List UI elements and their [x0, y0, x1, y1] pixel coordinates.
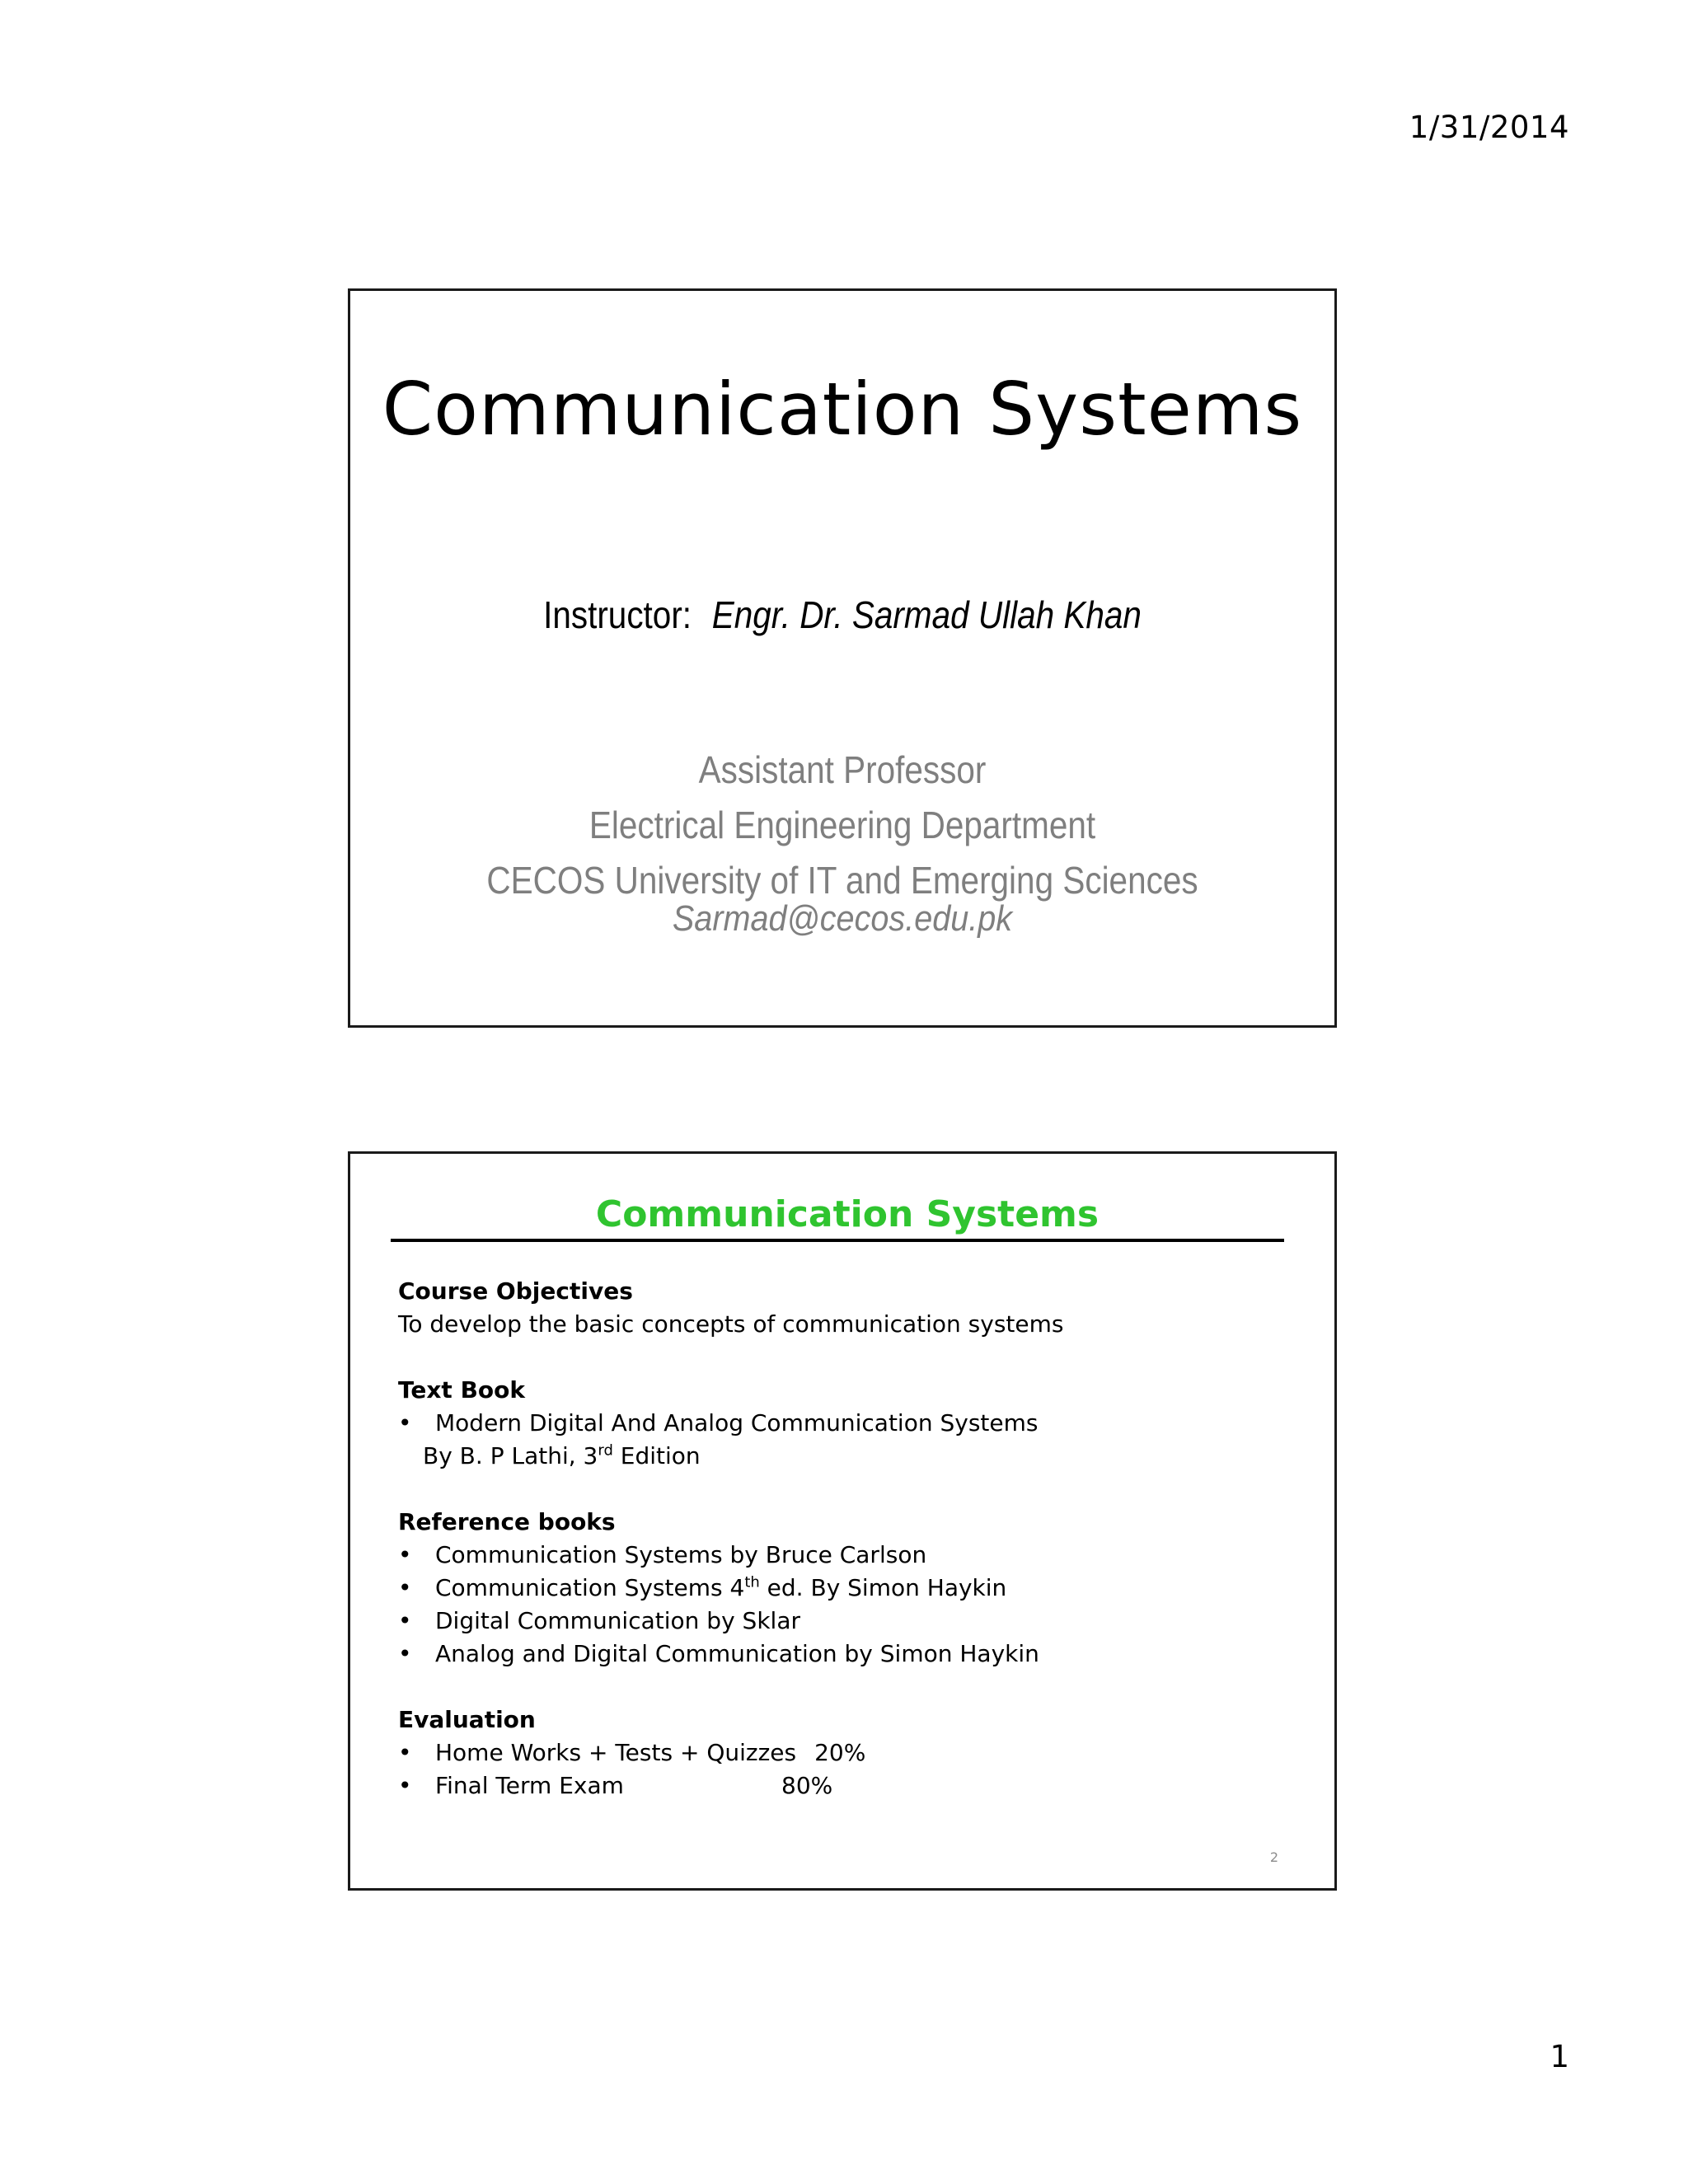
affiliation-university: CECOS University of IT and Emerging Sciences [486, 859, 1198, 902]
reference-item: • Analog and Digital Communication by Simon Haykin [398, 1638, 1063, 1671]
instructor-name: Engr. Dr. Sarmad Ullah Khan [711, 593, 1142, 636]
evaluation-percent: 80% [781, 1772, 833, 1799]
evaluation-item: • Final Term Exam 80% [398, 1769, 1063, 1802]
affiliation-block [410, 743, 1276, 908]
textbook-item: • Modern Digital And Analog Communication Systems [398, 1407, 1063, 1440]
instructor-line [410, 593, 1276, 637]
instructor-label: Instructor: [543, 593, 692, 636]
reference-item: • Communication Systems 4th ed. By Simon Haykin [398, 1572, 1063, 1605]
slide-1 [348, 288, 1337, 1028]
affiliation-title: Assistant Professor [698, 748, 987, 791]
slide-title: Communication Systems [382, 367, 1303, 452]
evaluation-heading: Evaluation [398, 1706, 536, 1733]
slide-2 [348, 1151, 1337, 1891]
affiliation-department: Electrical Engineering Department [588, 804, 1096, 846]
objectives-text: To develop the basic concepts of communication systems [398, 1310, 1064, 1338]
reference-item: • Communication Systems by Bruce Carlson [398, 1539, 1063, 1572]
instructor-email: Sarmad@cecos.edu.pk [672, 898, 1013, 939]
page-date: 1/31/2014 [1409, 110, 1569, 145]
textbook-heading: Text Book [398, 1376, 525, 1404]
title-underline [391, 1239, 1284, 1242]
slide-number: 2 [1269, 1849, 1278, 1865]
textbook-byline: By B. P Lathi, 3rd Edition [423, 1441, 701, 1469]
references-heading: Reference books [398, 1508, 616, 1535]
evaluation-item: • Home Works + Tests + Quizzes 20% [398, 1736, 1063, 1769]
objectives-heading: Course Objectives [398, 1277, 633, 1305]
page-number: 1 [1550, 2039, 1569, 2074]
evaluation-percent: 20% [814, 1739, 866, 1766]
slide-title: Communication Systems [595, 1193, 1100, 1235]
slide-body [398, 1275, 1063, 1802]
reference-item: • Digital Communication by Sklar [398, 1605, 1063, 1638]
